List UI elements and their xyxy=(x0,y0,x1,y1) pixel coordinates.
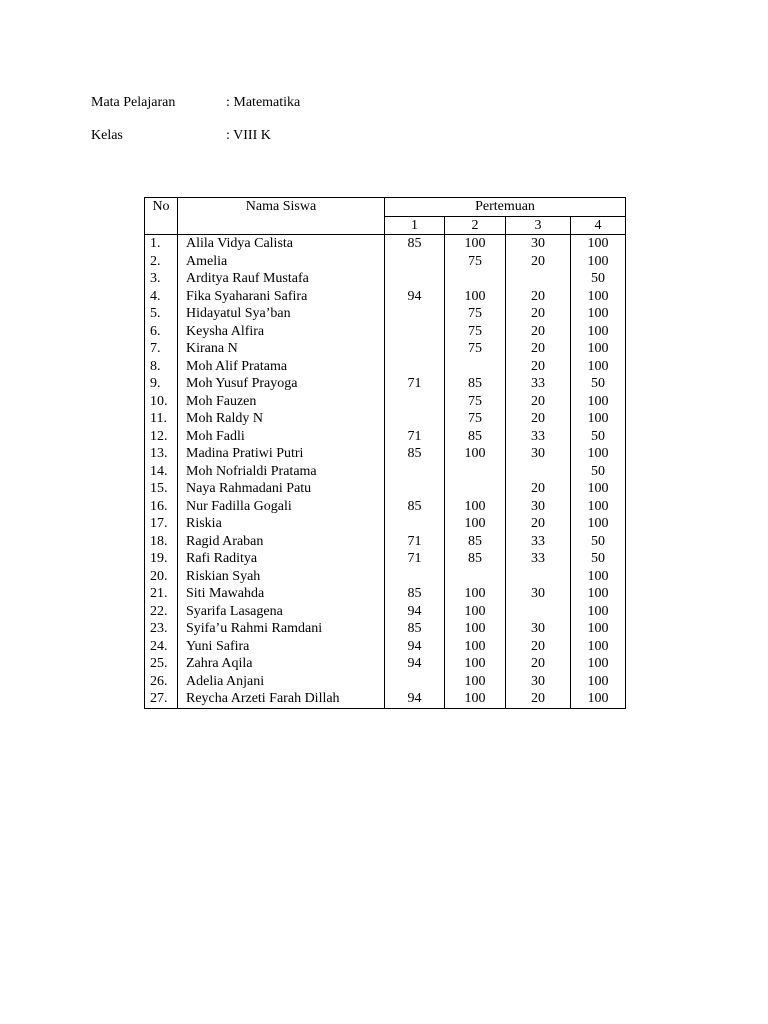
table-row xyxy=(145,270,626,288)
column-header-meetings: Pertemuan xyxy=(385,198,626,217)
score-meeting-2: 100 xyxy=(445,655,506,673)
student-name: Riskia xyxy=(178,515,385,533)
row-number: 2. xyxy=(145,253,178,271)
row-number: 16. xyxy=(145,498,178,516)
score-meeting-2: 85 xyxy=(445,428,506,446)
table-row xyxy=(145,638,626,656)
student-name: Keysha Alfira xyxy=(178,323,385,341)
row-number: 27. xyxy=(145,690,178,708)
score-meeting-4: 100 xyxy=(571,323,626,341)
score-meeting-3: 20 xyxy=(506,480,571,498)
row-number: 22. xyxy=(145,603,178,621)
column-header-no: No xyxy=(145,198,178,235)
score-meeting-4: 100 xyxy=(571,253,626,271)
table-row xyxy=(145,235,626,253)
score-meeting-4: 100 xyxy=(571,620,626,638)
student-name: Syifa’u Rahmi Ramdani xyxy=(178,620,385,638)
score-meeting-2: 75 xyxy=(445,305,506,323)
score-meeting-2: 100 xyxy=(445,620,506,638)
class-label: Kelas xyxy=(91,128,123,143)
score-meeting-3: 33 xyxy=(506,428,571,446)
table-row xyxy=(145,603,626,621)
score-meeting-1 xyxy=(385,270,445,288)
column-header-name: Nama Siswa xyxy=(178,198,385,235)
score-meeting-3: 33 xyxy=(506,375,571,393)
row-number: 6. xyxy=(145,323,178,341)
score-meeting-2 xyxy=(445,463,506,481)
score-meeting-1: 71 xyxy=(385,550,445,568)
meeting-header-3: 3 xyxy=(506,216,571,235)
subject-value: : Matematika xyxy=(226,95,301,110)
row-number: 3. xyxy=(145,270,178,288)
meeting-header-1: 1 xyxy=(385,216,445,235)
score-meeting-2 xyxy=(445,270,506,288)
row-number: 19. xyxy=(145,550,178,568)
score-meeting-3: 20 xyxy=(506,393,571,411)
score-meeting-3: 20 xyxy=(506,288,571,306)
score-meeting-4: 100 xyxy=(571,690,626,708)
table-row xyxy=(145,620,626,638)
score-meeting-1: 85 xyxy=(385,235,445,253)
score-meeting-4: 50 xyxy=(571,463,626,481)
table-row xyxy=(145,428,626,446)
meeting-header-4: 4 xyxy=(571,216,626,235)
score-meeting-1: 94 xyxy=(385,655,445,673)
score-meeting-1: 71 xyxy=(385,375,445,393)
score-meeting-4: 50 xyxy=(571,375,626,393)
table-row xyxy=(145,515,626,533)
score-meeting-3: 30 xyxy=(506,673,571,691)
class-value: : VIII K xyxy=(226,128,271,143)
score-meeting-1: 85 xyxy=(385,585,445,603)
score-meeting-4: 100 xyxy=(571,410,626,428)
row-number: 15. xyxy=(145,480,178,498)
score-meeting-3: 30 xyxy=(506,235,571,253)
row-number: 17. xyxy=(145,515,178,533)
score-meeting-1 xyxy=(385,673,445,691)
score-meeting-3: 20 xyxy=(506,305,571,323)
score-meeting-3: 30 xyxy=(506,620,571,638)
score-meeting-3: 30 xyxy=(506,498,571,516)
score-meeting-4: 100 xyxy=(571,305,626,323)
score-meeting-4: 100 xyxy=(571,568,626,586)
student-name: Adelia Anjani xyxy=(178,673,385,691)
student-name: Moh Nofrialdi Pratama xyxy=(178,463,385,481)
score-meeting-2: 100 xyxy=(445,585,506,603)
score-meeting-1: 94 xyxy=(385,638,445,656)
table-row xyxy=(145,253,626,271)
student-name: Moh Raldy N xyxy=(178,410,385,428)
score-meeting-3: 33 xyxy=(506,533,571,551)
table-row xyxy=(145,480,626,498)
score-meeting-1: 85 xyxy=(385,498,445,516)
score-meeting-3: 20 xyxy=(506,253,571,271)
row-number: 26. xyxy=(145,673,178,691)
score-meeting-4: 100 xyxy=(571,340,626,358)
table-row xyxy=(145,323,626,341)
row-number: 5. xyxy=(145,305,178,323)
row-number: 9. xyxy=(145,375,178,393)
score-meeting-1 xyxy=(385,253,445,271)
row-number: 8. xyxy=(145,358,178,376)
score-meeting-2: 75 xyxy=(445,323,506,341)
score-meeting-1: 94 xyxy=(385,690,445,708)
table-row xyxy=(145,375,626,393)
score-meeting-1: 71 xyxy=(385,428,445,446)
score-meeting-3: 20 xyxy=(506,358,571,376)
table-row xyxy=(145,358,626,376)
row-number: 13. xyxy=(145,445,178,463)
score-meeting-4: 100 xyxy=(571,288,626,306)
student-name: Rafi Raditya xyxy=(178,550,385,568)
table-row xyxy=(145,463,626,481)
attendance-score-table xyxy=(144,197,626,709)
score-meeting-3: 20 xyxy=(506,655,571,673)
score-meeting-1: 85 xyxy=(385,445,445,463)
score-meeting-3 xyxy=(506,270,571,288)
student-name: Naya Rahmadani Patu xyxy=(178,480,385,498)
score-meeting-3: 20 xyxy=(506,323,571,341)
student-name: Moh Yusuf Prayoga xyxy=(178,375,385,393)
score-meeting-4: 50 xyxy=(571,533,626,551)
score-meeting-2: 100 xyxy=(445,515,506,533)
student-name: Fika Syaharani Safira xyxy=(178,288,385,306)
score-meeting-2: 85 xyxy=(445,550,506,568)
score-meeting-4: 100 xyxy=(571,603,626,621)
score-meeting-2 xyxy=(445,568,506,586)
table-row xyxy=(145,445,626,463)
student-name: Reycha Arzeti Farah Dillah xyxy=(178,690,385,708)
table-row xyxy=(145,533,626,551)
table-header-row xyxy=(145,198,626,217)
score-meeting-4: 50 xyxy=(571,270,626,288)
row-number: 18. xyxy=(145,533,178,551)
table-row xyxy=(145,305,626,323)
score-meeting-1: 94 xyxy=(385,288,445,306)
score-meeting-2: 100 xyxy=(445,445,506,463)
score-meeting-2: 100 xyxy=(445,235,506,253)
score-meeting-1: 94 xyxy=(385,603,445,621)
score-meeting-3: 30 xyxy=(506,585,571,603)
score-meeting-4: 100 xyxy=(571,515,626,533)
score-meeting-3: 30 xyxy=(506,445,571,463)
score-meeting-2 xyxy=(445,480,506,498)
row-number: 4. xyxy=(145,288,178,306)
score-meeting-4: 100 xyxy=(571,638,626,656)
score-meeting-2: 100 xyxy=(445,288,506,306)
row-number: 25. xyxy=(145,655,178,673)
student-name: Amelia xyxy=(178,253,385,271)
score-meeting-1 xyxy=(385,568,445,586)
student-name: Moh Alif Pratama xyxy=(178,358,385,376)
table-row xyxy=(145,550,626,568)
score-meeting-4: 100 xyxy=(571,480,626,498)
subject-label: Mata Pelajaran xyxy=(91,95,176,110)
table-row xyxy=(145,498,626,516)
row-number: 7. xyxy=(145,340,178,358)
score-meeting-4: 100 xyxy=(571,498,626,516)
score-meeting-2: 75 xyxy=(445,340,506,358)
student-name: Kirana N xyxy=(178,340,385,358)
table-body xyxy=(145,235,626,709)
student-name: Siti Mawahda xyxy=(178,585,385,603)
score-meeting-2: 75 xyxy=(445,253,506,271)
score-meeting-1 xyxy=(385,358,445,376)
student-name: Madina Pratiwi Putri xyxy=(178,445,385,463)
score-meeting-3: 20 xyxy=(506,515,571,533)
row-number: 23. xyxy=(145,620,178,638)
score-meeting-1 xyxy=(385,410,445,428)
score-meeting-3 xyxy=(506,603,571,621)
table-row xyxy=(145,585,626,603)
table-row xyxy=(145,340,626,358)
score-meeting-2: 100 xyxy=(445,498,506,516)
score-meeting-1 xyxy=(385,323,445,341)
score-meeting-2: 85 xyxy=(445,375,506,393)
score-meeting-4: 100 xyxy=(571,673,626,691)
student-name: Ragid Araban xyxy=(178,533,385,551)
score-meeting-3 xyxy=(506,568,571,586)
table-row xyxy=(145,655,626,673)
score-meeting-2: 85 xyxy=(445,533,506,551)
score-meeting-1 xyxy=(385,393,445,411)
student-name: Alila Vidya Calista xyxy=(178,235,385,253)
student-name: Riskian Syah xyxy=(178,568,385,586)
row-number: 10. xyxy=(145,393,178,411)
score-meeting-4: 100 xyxy=(571,445,626,463)
score-meeting-3: 20 xyxy=(506,410,571,428)
row-number: 24. xyxy=(145,638,178,656)
row-number: 1. xyxy=(145,235,178,253)
score-meeting-1 xyxy=(385,340,445,358)
meeting-header-2: 2 xyxy=(445,216,506,235)
table-row xyxy=(145,690,626,708)
student-name: Yuni Safira xyxy=(178,638,385,656)
score-meeting-2: 100 xyxy=(445,690,506,708)
student-name: Syarifa Lasagena xyxy=(178,603,385,621)
row-number: 20. xyxy=(145,568,178,586)
score-meeting-2: 75 xyxy=(445,393,506,411)
table-row xyxy=(145,288,626,306)
score-meeting-1: 85 xyxy=(385,620,445,638)
student-name: Hidayatul Sya’ban xyxy=(178,305,385,323)
table-row xyxy=(145,568,626,586)
student-name: Moh Fadli xyxy=(178,428,385,446)
score-meeting-2: 75 xyxy=(445,410,506,428)
score-meeting-3 xyxy=(506,463,571,481)
score-meeting-3: 20 xyxy=(506,638,571,656)
score-meeting-1 xyxy=(385,463,445,481)
row-number: 12. xyxy=(145,428,178,446)
score-meeting-1 xyxy=(385,515,445,533)
score-meeting-2: 100 xyxy=(445,603,506,621)
score-meeting-2 xyxy=(445,358,506,376)
score-meeting-3: 20 xyxy=(506,690,571,708)
student-name: Moh Fauzen xyxy=(178,393,385,411)
score-meeting-4: 100 xyxy=(571,235,626,253)
score-meeting-4: 50 xyxy=(571,428,626,446)
student-name: Arditya Rauf Mustafa xyxy=(178,270,385,288)
score-meeting-1 xyxy=(385,305,445,323)
score-meeting-2: 100 xyxy=(445,638,506,656)
score-meeting-4: 100 xyxy=(571,393,626,411)
table-row xyxy=(145,410,626,428)
row-number: 21. xyxy=(145,585,178,603)
score-meeting-1 xyxy=(385,480,445,498)
score-meeting-3: 20 xyxy=(506,340,571,358)
student-name: Nur Fadilla Gogali xyxy=(178,498,385,516)
score-meeting-2: 100 xyxy=(445,673,506,691)
table-row xyxy=(145,393,626,411)
row-number: 11. xyxy=(145,410,178,428)
score-meeting-4: 50 xyxy=(571,550,626,568)
score-meeting-4: 100 xyxy=(571,358,626,376)
student-name: Zahra Aqila xyxy=(178,655,385,673)
score-meeting-4: 100 xyxy=(571,585,626,603)
score-meeting-3: 33 xyxy=(506,550,571,568)
score-meeting-4: 100 xyxy=(571,655,626,673)
table-row xyxy=(145,673,626,691)
score-meeting-1: 71 xyxy=(385,533,445,551)
row-number: 14. xyxy=(145,463,178,481)
